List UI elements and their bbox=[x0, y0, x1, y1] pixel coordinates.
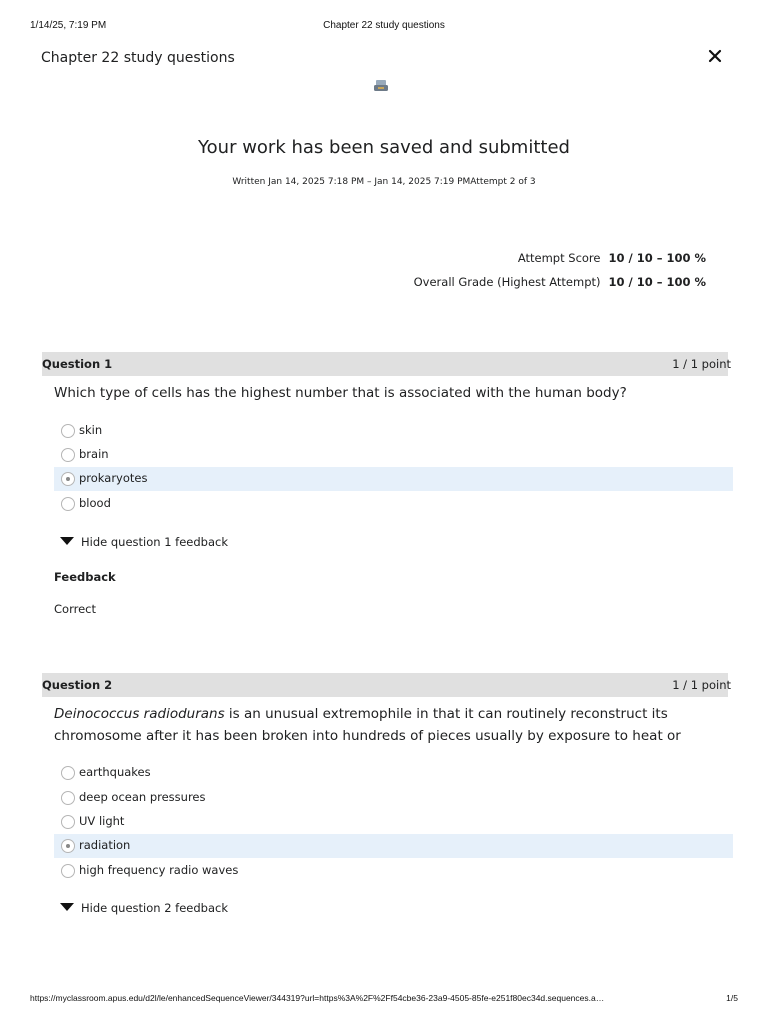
answer-option[interactable] bbox=[54, 810, 733, 834]
radio-button[interactable] bbox=[61, 448, 75, 462]
answer-option-label: radiation bbox=[79, 838, 131, 852]
print-header bbox=[30, 20, 738, 34]
close-icon[interactable] bbox=[704, 45, 726, 67]
answer-option[interactable] bbox=[54, 419, 733, 443]
answer-option-label: deep ocean pressures bbox=[79, 790, 206, 804]
answer-option-label: blood bbox=[79, 496, 111, 510]
print-footer bbox=[30, 993, 738, 1007]
answer-option-label: UV light bbox=[79, 814, 125, 828]
answer-option-label: skin bbox=[79, 423, 103, 437]
caret-down-icon bbox=[60, 903, 74, 911]
radio-button[interactable] bbox=[61, 497, 75, 511]
question-points: 1 / 1 point bbox=[672, 357, 731, 371]
question-number: Question 2 bbox=[42, 678, 113, 692]
question-points: 1 / 1 point bbox=[672, 678, 731, 692]
attempt-score-label: Attempt Score bbox=[517, 251, 601, 265]
answer-option[interactable] bbox=[54, 834, 733, 858]
overall-grade-value: 10 / 10 – 100 % bbox=[608, 275, 706, 289]
answer-option[interactable] bbox=[54, 786, 733, 810]
print-url: https://myclassroom.apus.edu/d2l/le/enhancedSequenceViewer/344319?url=https%3A%2F%2Ff54cbe36-23a9-4505-85fe-e251f80ec34d.sequences.a… bbox=[30, 993, 605, 1003]
question-2-header bbox=[42, 673, 731, 697]
hide-feedback-label: Hide question 1 feedback bbox=[81, 535, 229, 549]
quiz-title: Chapter 22 study questions bbox=[41, 50, 235, 66]
hide-feedback-toggle[interactable] bbox=[60, 535, 228, 549]
species-name: Deinococcus radiodurans bbox=[54, 706, 225, 722]
radio-button[interactable] bbox=[61, 766, 75, 780]
caret-down-icon bbox=[60, 537, 74, 545]
radio-button[interactable] bbox=[61, 864, 75, 878]
answer-option[interactable] bbox=[54, 443, 733, 467]
hide-feedback-label: Hide question 2 feedback bbox=[81, 901, 229, 915]
answer-option[interactable] bbox=[54, 761, 733, 785]
answer-option-label: high frequency radio waves bbox=[79, 863, 239, 877]
submission-status-heading: Your work has been saved and submitted bbox=[198, 137, 570, 158]
answer-option[interactable] bbox=[54, 492, 733, 516]
answer-option[interactable] bbox=[54, 859, 733, 883]
feedback-heading: Feedback bbox=[54, 570, 116, 584]
submission-icon bbox=[373, 78, 389, 92]
answer-option-label: earthquakes bbox=[79, 765, 151, 779]
attempt-info: Written Jan 14, 2025 7:18 PM – Jan 14, 2025 7:19 PMAttempt 2 of 3 bbox=[232, 177, 536, 187]
hide-feedback-toggle[interactable] bbox=[60, 901, 228, 915]
question-2-text-rest: is an unusual extremophile in that it can routinely reconstruct its chromosome after it has been broken into hundreds of pieces usually by exposure to heat or bbox=[54, 706, 681, 744]
radio-button[interactable] bbox=[61, 791, 75, 805]
feedback-text: Correct bbox=[54, 602, 96, 616]
attempt-score-value: 10 / 10 – 100 % bbox=[608, 251, 706, 265]
radio-button[interactable] bbox=[61, 815, 75, 829]
radio-button[interactable] bbox=[61, 472, 75, 486]
answer-option-label: brain bbox=[79, 447, 109, 461]
print-page-number: 1/5 bbox=[726, 993, 738, 1003]
question-2-text bbox=[54, 703, 724, 747]
answer-option[interactable] bbox=[54, 467, 733, 491]
question-number: Question 1 bbox=[42, 357, 113, 371]
attempt-score-row bbox=[518, 251, 706, 265]
overall-grade-row bbox=[414, 275, 706, 289]
answer-option-label: prokaryotes bbox=[79, 471, 148, 485]
overall-grade-label: Overall Grade (Highest Attempt) bbox=[413, 275, 601, 289]
question-1-header bbox=[42, 352, 731, 376]
print-doc-title: Chapter 22 study questions bbox=[323, 20, 445, 31]
question-1-text: Which type of cells has the highest number that is associated with the human body? bbox=[54, 385, 627, 401]
radio-button[interactable] bbox=[61, 839, 75, 853]
print-datetime: 1/14/25, 7:19 PM bbox=[30, 20, 107, 31]
radio-button[interactable] bbox=[61, 424, 75, 438]
